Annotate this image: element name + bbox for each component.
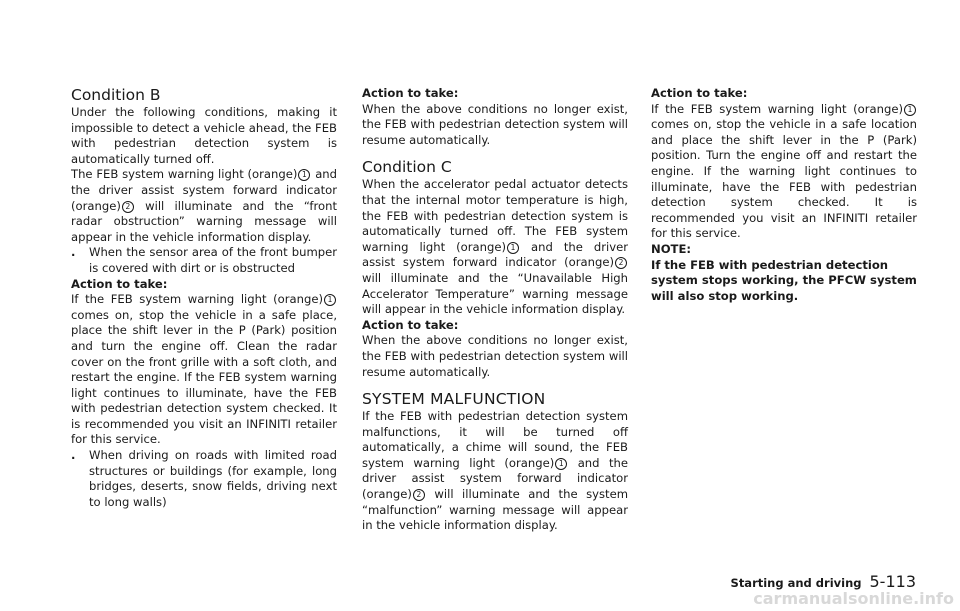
list-item: . When the sensor area of the front bumper is covered with dirt or is obstructed — [71, 245, 337, 275]
paragraph: If the FEB with pedestrian detection system malfunctions, it will be turned off automatically, a chime will sound, the FEB system warning light (orange) 1 and the driver assist system forward indicator (orange) 2 will illuminate and the system “malfunction” warning message will appear in the vehicle information display. — [362, 409, 629, 533]
action-label: Action to take: — [362, 317, 459, 332]
paragraph: If the FEB system warning light (orange) 1 comes on, stop the vehicle in a safe place, place the shift lever in the P (Park) position and turn the engine off. Clean the radar cover on the front grille with a soft cloth, and restart the engine. If the FEB system warning light continues to illuminate, have the FEB with pedestrian detection system checked. It is recommended you visit an INFINITI retailer for this service. — [71, 292, 337, 447]
action-label: Action to take: — [71, 276, 168, 291]
callout-1-icon: 1 — [324, 294, 336, 306]
action-label: Action to take: — [651, 86, 748, 100]
paragraph: If the FEB system warning light (orange) 1 comes on, stop the vehicle in a safe location and place the shift lever in the P (Park) position. Turn the engine off and restart the engine. If the warning light continues to illuminate, have the FEB with pedestrian detection system checked. It is recommended you visit an INFINITI retailer for this service. — [651, 101, 917, 241]
section-name: Starting and driving — [730, 576, 862, 590]
note-label: NOTE: — [651, 241, 692, 256]
page-number: 5-113 — [869, 572, 916, 591]
watermark: carmanualsonline.info — [753, 589, 954, 608]
paragraph: When the accelerator pedal actuator detects that the internal motor temperature is high, the FEB with pedestrian detection system is automatically turned off. The FEB system warning light (orange) 1 and the driver assist system forward indicator (orange) 2 will illuminate and the “Unavailable High Accelerator Temperature” warning message will appear in the vehicle information display. — [362, 177, 628, 317]
list-item: . When driving on roads with limited road structures or buildings (for example, long bridges, deserts, snow fields, driving next to long walls) — [71, 448, 337, 509]
callout-1-icon: 1 — [298, 169, 310, 181]
note-text: If the FEB with pedestrian detection system stops working, the PFCW system will also stop working. — [651, 257, 917, 303]
callout-2-icon: 2 — [615, 257, 627, 269]
column-2 — [362, 86, 628, 534]
action-label: Action to take: — [362, 86, 459, 100]
callout-2-icon: 2 — [122, 201, 134, 213]
paragraph: When the above conditions no longer exist, the FEB with pedestrian detection system will resume automatically. — [362, 101, 628, 147]
callout-2-icon: 2 — [413, 489, 425, 501]
heading-condition-c: Condition C — [362, 158, 452, 177]
heading-system-malfunction: SYSTEM MALFUNCTION — [362, 390, 546, 409]
callout-1-icon: 1 — [904, 104, 916, 116]
paragraph: The FEB system warning light (orange) 1 and the driver assist system forward indicator (orange) 2 will illuminate and the “front radar obstruction” warning message will appear in the vehicle information display. — [71, 167, 338, 244]
bullet-icon: . — [71, 245, 76, 260]
column-3 — [651, 86, 917, 304]
callout-1-icon: 1 — [555, 458, 567, 470]
heading-condition-b: Condition B — [71, 86, 161, 104]
bullet-icon: . — [71, 448, 76, 463]
paragraph: When the above conditions no longer exist, the FEB with pedestrian detection system will resume automatically. — [362, 333, 628, 379]
callout-1-icon: 1 — [507, 242, 519, 254]
paragraph: Under the following conditions, making it impossible to detect a vehicle ahead, the FEB with pedestrian detection system is automatically turned off. — [71, 105, 337, 166]
column-1 — [71, 86, 337, 510]
